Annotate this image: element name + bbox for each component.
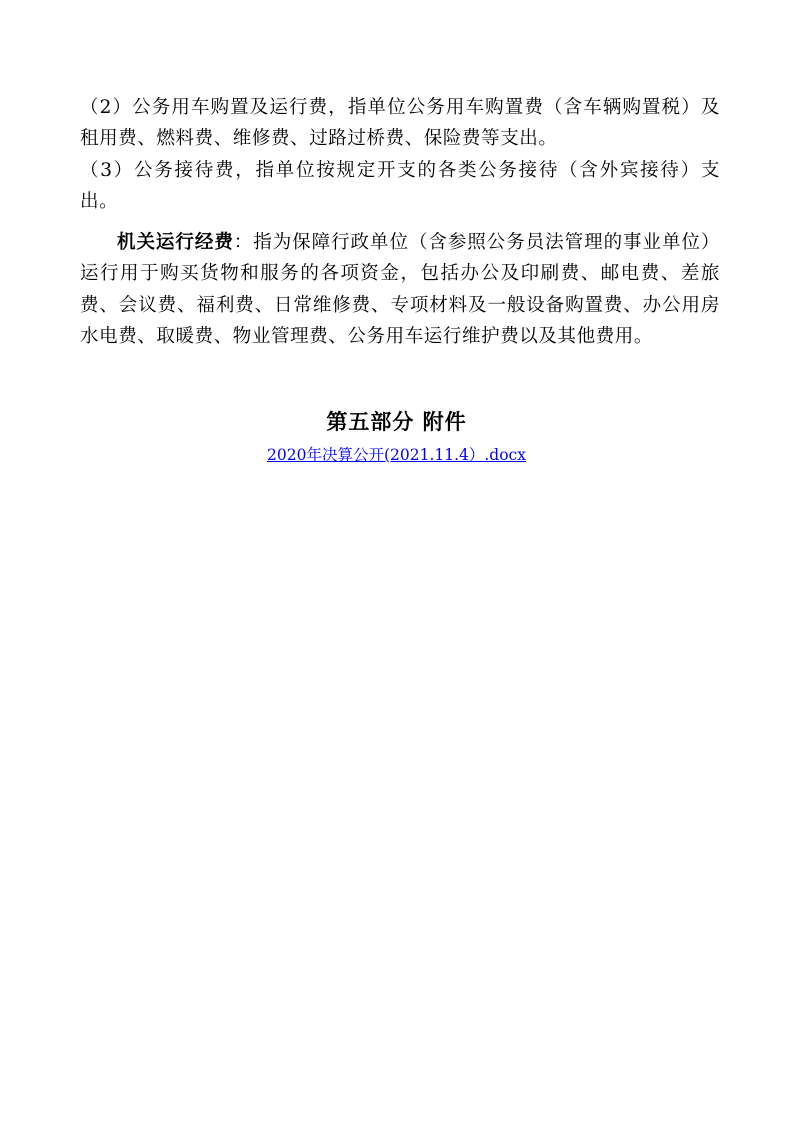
paragraph-vehicle-expenses bbox=[80, 92, 720, 155]
attachment-container bbox=[0, 443, 793, 465]
attachment-link[interactable]: 2020年决算公开(2021.11.4）.docx bbox=[267, 446, 526, 464]
paragraph-reception-expenses bbox=[80, 155, 720, 218]
paragraph-text: （3）公务接待费，指单位按规定开支的各类公务接待（含外宾接待）支出。 bbox=[80, 160, 720, 213]
paragraph-text: ：指为保障行政单位（含参照公务员法管理的事业单位）运行用于购买货物和服务的各项资金，包括办公及印刷费、邮电费、差旅费、会议费、福利费、日常维修费、专项材料及一般设备购置费、办公用房水电费、取暖费、物业管理费、公务用车运行维护费以及其他费用。 bbox=[80, 232, 720, 348]
paragraph-operating-expenses bbox=[80, 227, 720, 353]
paragraph-text: （2）公务用车购置及运行费，指单位公务用车购置费（含车辆购置税）及租用费、燃料费、维修费、过路过桥费、保险费等支出。 bbox=[80, 97, 720, 150]
term-definition-label: 机关运行经费 bbox=[117, 232, 234, 253]
section-heading: 第五部分 附件 bbox=[326, 410, 467, 434]
